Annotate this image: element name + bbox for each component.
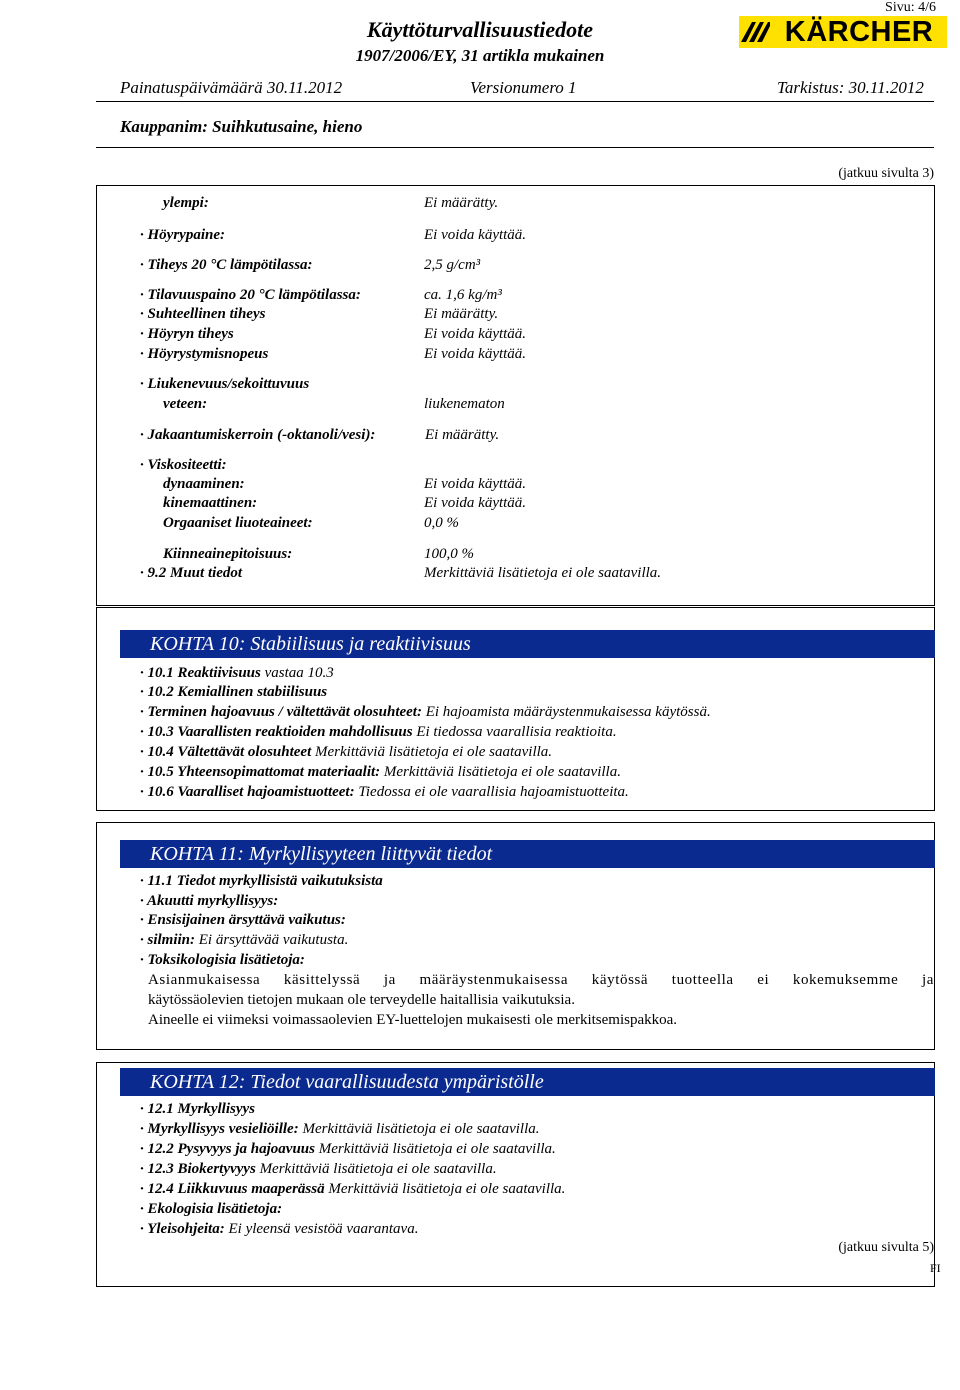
section10-heading: KOHTA 10: Stabiilisuus ja reaktiivisuus	[120, 630, 935, 658]
item-text: Merkittäviä lisätietoja ei ole saatavilla.	[324, 1181, 566, 1197]
item-label: · 10.2 Kemiallinen stabiilisuus	[140, 684, 328, 700]
list-item	[140, 782, 629, 802]
product-divider	[96, 147, 934, 148]
property-value: 100,0 %	[424, 546, 474, 562]
toxicology-paragraph-line: Aineelle ei viimeksi voimassaolevien EY-luettelojen mukaisesti ole merkitsemispakkoa.	[148, 1012, 678, 1028]
karcher-logo-mark-icon	[739, 16, 771, 48]
list-item	[140, 1219, 418, 1239]
property-label: · Suhteellinen tiheys	[140, 306, 266, 322]
list-item	[140, 1099, 255, 1119]
continued-from-note: (jatkuu sivulta 3)	[838, 166, 934, 181]
property-value: Ei voida käyttää.	[424, 227, 527, 243]
list-item	[140, 1139, 556, 1159]
property-value: ca. 1,6 kg/m³	[424, 287, 502, 303]
list-item	[140, 762, 621, 782]
list-item	[140, 930, 348, 950]
item-label: · 12.1 Myrkyllisyys	[140, 1101, 255, 1117]
item-label: · 10.4 Vältettävät olosuhteet	[140, 744, 312, 760]
item-text: Merkittäviä lisätietoja ei ole saatavilla.	[298, 1121, 540, 1137]
property-label: kinemaattinen:	[163, 495, 258, 511]
list-item	[140, 891, 278, 911]
list-item	[140, 682, 327, 702]
property-label: · Höyrystymisnopeus	[140, 346, 269, 362]
property-label: · Liukenevuus/sekoittuvuus	[140, 376, 310, 392]
section11-heading: KOHTA 11: Myrkyllisyyteen liittyvät tiedot	[120, 840, 935, 868]
property-value: Ei voida käyttää.	[424, 476, 527, 492]
property-value: Ei voida käyttää.	[424, 326, 527, 342]
version-number: Versionumero 1	[470, 78, 577, 97]
property-value: 0,0 %	[424, 515, 459, 531]
property-label: · Jakaantumiskerroin (-oktanoli/vesi):	[140, 427, 376, 443]
list-item	[140, 702, 711, 722]
list-item	[140, 1119, 540, 1139]
item-label: · 12.4 Liikkuvuus maaperässä	[140, 1181, 325, 1197]
list-item	[140, 742, 552, 762]
property-value: Ei määrätty.	[425, 427, 500, 443]
item-label: · Toksikologisia lisätietoja:	[140, 952, 305, 968]
item-label: · 10.6 Vaaralliset hajoamistuotteet:	[140, 784, 355, 800]
property-value: Ei voida käyttää.	[424, 346, 527, 362]
toxicology-paragraph-line: käytössäolevien tietojen mukaan ole terveydelle haitallisia vaikutuksia.	[148, 992, 575, 1008]
property-value: liukenematon	[424, 396, 505, 412]
property-label: · Höyryn tiheys	[140, 326, 234, 342]
property-label: dynaaminen:	[163, 476, 245, 492]
list-item	[140, 910, 346, 930]
list-item	[140, 1199, 282, 1219]
property-label: · Tilavuuspaino 20 °C lämpötilassa:	[140, 287, 361, 303]
property-label: · Höyrypaine:	[140, 227, 225, 243]
item-label: · Myrkyllisyys vesieliöille:	[140, 1121, 299, 1137]
item-label: · Terminen hajoavuus / vältettävät olosuhteet:	[140, 704, 422, 720]
property-label: ylempi:	[163, 195, 209, 211]
item-label: · silmiin:	[140, 932, 196, 948]
item-label: · 12.3 Biokertyvyys	[140, 1161, 256, 1177]
property-label: · 9.2 Muut tiedot	[140, 565, 243, 581]
item-text: Ei tiedossa vaarallisia reaktioita.	[412, 724, 617, 740]
revision-date: Tarkistus: 30.11.2012	[777, 78, 924, 97]
brand-wordmark: KÄRCHER	[784, 15, 934, 48]
item-text: Merkittäviä lisätietoja ei ole saatavilla.	[380, 764, 621, 780]
item-text: Merkittäviä lisätietoja ei ole saatavilla.	[311, 744, 553, 760]
print-date: Painatuspäivämäärä 30.11.2012	[120, 78, 343, 97]
section12-heading: KOHTA 12: Tiedot vaarallisuudesta ympäristölle	[120, 1068, 935, 1096]
page-number: Sivu: 4/6	[885, 0, 936, 15]
item-text: Ei hajoamista määräystenmukaisessa käytössä.	[421, 704, 711, 720]
item-text: Merkittäviä lisätietoja ei ole saatavilla.	[314, 1141, 556, 1157]
item-label: · 12.2 Pysyvyys ja hajoavuus	[140, 1141, 315, 1157]
regulation-subtitle: 1907/2006/EY, 31 artikla mukainen	[355, 46, 605, 65]
list-item	[140, 1179, 565, 1199]
header-divider	[96, 101, 934, 102]
property-value: Ei voida käyttää.	[424, 495, 527, 511]
language-code: FI	[930, 1261, 941, 1275]
section9-properties-box	[96, 185, 935, 606]
list-item	[140, 722, 617, 742]
document-title: Käyttöturvallisuustiedote	[366, 17, 594, 42]
item-label: · Ekologisia lisätietoja:	[140, 1201, 283, 1217]
list-item	[140, 871, 383, 891]
property-value: 2,5 g/cm³	[424, 257, 481, 273]
property-label: Orgaaniset liuoteaineet:	[163, 515, 313, 531]
property-value: Ei määrätty.	[424, 306, 499, 322]
karcher-logo	[739, 16, 947, 48]
property-label: Kiinneainepitoisuus:	[163, 546, 293, 562]
item-text: Ei ärsyttävää vaikutusta.	[195, 932, 349, 948]
list-item	[140, 1159, 497, 1179]
property-label: · Viskositeetti:	[140, 457, 227, 473]
list-item	[140, 663, 334, 683]
item-label: · 10.1 Reaktiivisuus	[140, 665, 261, 681]
property-label: · Tiheys 20 °C lämpötilassa:	[140, 257, 313, 273]
property-label: veteen:	[163, 396, 208, 412]
toxicology-paragraph-line: Asianmukaisessa käsittelyssä ja määräystenmukaisessa käytössä tuotteella ei kokemuksemme ja	[148, 972, 934, 988]
item-label: · 11.1 Tiedot myrkyllisistä vaikutuksista	[140, 873, 383, 889]
item-text: Tiedossa ei ole vaarallisia hajoamistuotteita.	[354, 784, 629, 800]
item-text: Ei yleensä vesistöä vaarantava.	[224, 1221, 419, 1237]
list-item	[140, 950, 305, 970]
item-label: · Akuutti myrkyllisyys:	[140, 893, 279, 909]
item-text: Merkittäviä lisätietoja ei ole saatavilla.	[255, 1161, 497, 1177]
property-value: Merkittäviä lisätietoja ei ole saatavilla.	[424, 565, 662, 581]
product-name: Kauppanim: Suihkutusaine, hieno	[120, 117, 363, 136]
item-label: · 10.3 Vaarallisten reaktioiden mahdollisuus	[140, 724, 413, 740]
property-value: Ei määrätty.	[424, 195, 499, 211]
continued-to-note: (jatkuu sivulta 5)	[838, 1240, 934, 1255]
item-text: vastaa 10.3	[260, 665, 334, 681]
item-label: · Yleisohjeita:	[140, 1221, 225, 1237]
item-label: · 10.5 Yhteensopimattomat materiaalit:	[140, 764, 381, 780]
item-label: · Ensisijainen ärsyttävä vaikutus:	[140, 912, 346, 928]
